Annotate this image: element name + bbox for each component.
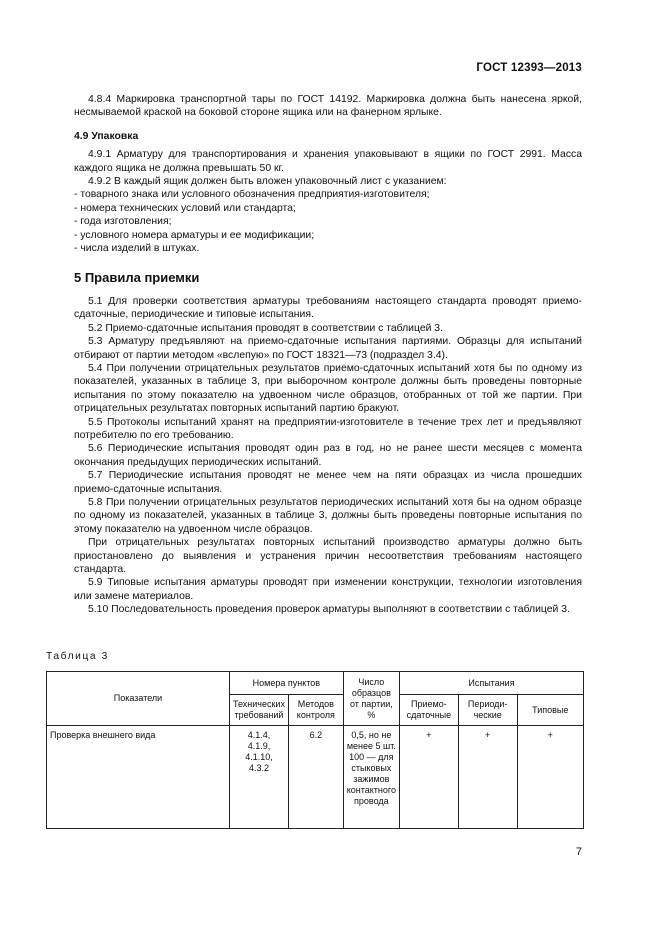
header-periodic: Периоди-ческие [458,695,517,726]
cell-periodic: + [458,726,517,829]
paragraph-5-6: 5.6 Периодические испытания проводят один раз в год, но не ранее шести месяцев с момента окончания предыдущих периодических испытаний. [74,443,582,468]
paragraph-4-8-4: 4.8.4 Маркировка транспортной тары по ГОСТ 14192. Маркировка должна быть нанесена яркой, несмываемой краской на боковой стороне ящика или на фанерном ярлыке. [74,94,582,119]
list-item: - года изготовления; [74,216,172,228]
section-4-9-title: 4.9 Упаковка [74,130,139,142]
cell-tech-requirements: 4.1.4, 4.1.9, 4.1.10, 4.3.2 [229,726,288,829]
header-clause-numbers: Номера пунктов [229,672,343,695]
cell-method: 6.2 [288,726,343,829]
page-number: 7 [575,846,582,858]
paragraph-5-3: 5.3 Арматуру предъявляют на приемо-сдаточные испытания партиями. Образцы для испытаний отбирают от партии методом «вслепую» по ГОСТ 18321—73 (подраздел 3.4). [74,336,582,361]
header-methods: Методов контроля [288,695,343,726]
cell-acceptance: + [399,726,458,829]
header-acceptance: Приемо-сдаточные [399,695,458,726]
header-type: Типовые [517,695,584,726]
paragraph-5-10: 5.10 Последовательность проведения проверок арматуры выполняют в соответствии с таблицей 3. [88,604,570,616]
header-samples: Число образцов от партии, % [343,672,399,726]
list-item: - товарного знака или условного обозначения предприятия-изготовителя; [74,189,430,201]
page-body [74,93,582,617]
paragraph-4-9-2: 4.9.2 В каждый ящик должен быть вложен упаковочный лист с указанием: [88,176,447,188]
cell-samples: 0,5, но не менее 5 шт. 100 — для стыковых зажимов контактного провода [343,726,399,829]
table-row [47,726,584,829]
cell-indicator: Проверка внешнего вида [47,726,230,829]
list-item: - числа изделий в штуках. [74,243,200,255]
section-5-title: 5 Правила приемки [74,270,200,286]
table-3 [46,671,584,829]
paragraph-5-5: 5.5 Протоколы испытаний хранят на предприятии-изготовителе в течение трех лет и предъявляют потребителю по его требованию. [74,416,582,441]
paragraph-4-9-1: 4.9.1 Арматуру для транспортирования и хранения упаковывают в ящики по ГОСТ 2991. Масса каждого ящика не должна превышать 50 кг. [74,149,582,174]
table-caption: Таблица 3 [46,651,109,662]
document-code: ГОСТ 12393—2013 [476,62,582,74]
header-tech-requirements: Технических требований [229,695,288,726]
paragraph-5-7: 5.7 Периодические испытания проводят не менее чем на пяти образцах из числа прошедших приемо-сдаточные испытания. [74,470,582,495]
paragraph-5-8-cont: При отрицательных результатах повторных испытаний производство арматуры должно быть приостановлено до выявления и устранения причин несоответствия требованиям настоящего стандарта. [74,537,582,575]
paragraph-5-9: 5.9 Типовые испытания арматуры проводят при изменении конструкции, технологии изготовления или замене материалов. [74,577,582,602]
paragraph-5-1: 5.1 Для проверки соответствия арматуры требованиям настоящего стандарта проводят приемо-сдаточные, периодические и типовые испытания. [74,295,582,321]
cell-type: + [517,726,584,829]
paragraph-5-8: 5.8 При получении отрицательных результатов периодических испытаний хотя бы на одном образце по одному из показателей, указанных в таблице 3, должны быть проведены повторные испытания по этому показателю на удвоенном числе образцов. [74,496,582,535]
header-tests: Испытания [399,672,583,695]
paragraph-5-4: 5.4 При получении отрицательных результатов приемо-сдаточных испытаний хотя бы по одному из показателей, указанных в таблице 3, при выборочном контроле должны быть проведены повторные испытания по этому показателю на удвоенном числе образцов, отобранных от той же партии. При отрицательных результатах повторных испытаний партию бракуют. [74,362,582,415]
list-item: - номера технических условий или стандарта; [74,202,296,214]
header-indicators: Показатели [47,672,230,726]
list-item: - условного номера арматуры и ее модификации; [74,229,315,241]
paragraph-5-2: 5.2 Приемо-сдаточные испытания проводят в соответствии с таблицей 3. [88,322,443,334]
packing-list-items [74,188,582,255]
